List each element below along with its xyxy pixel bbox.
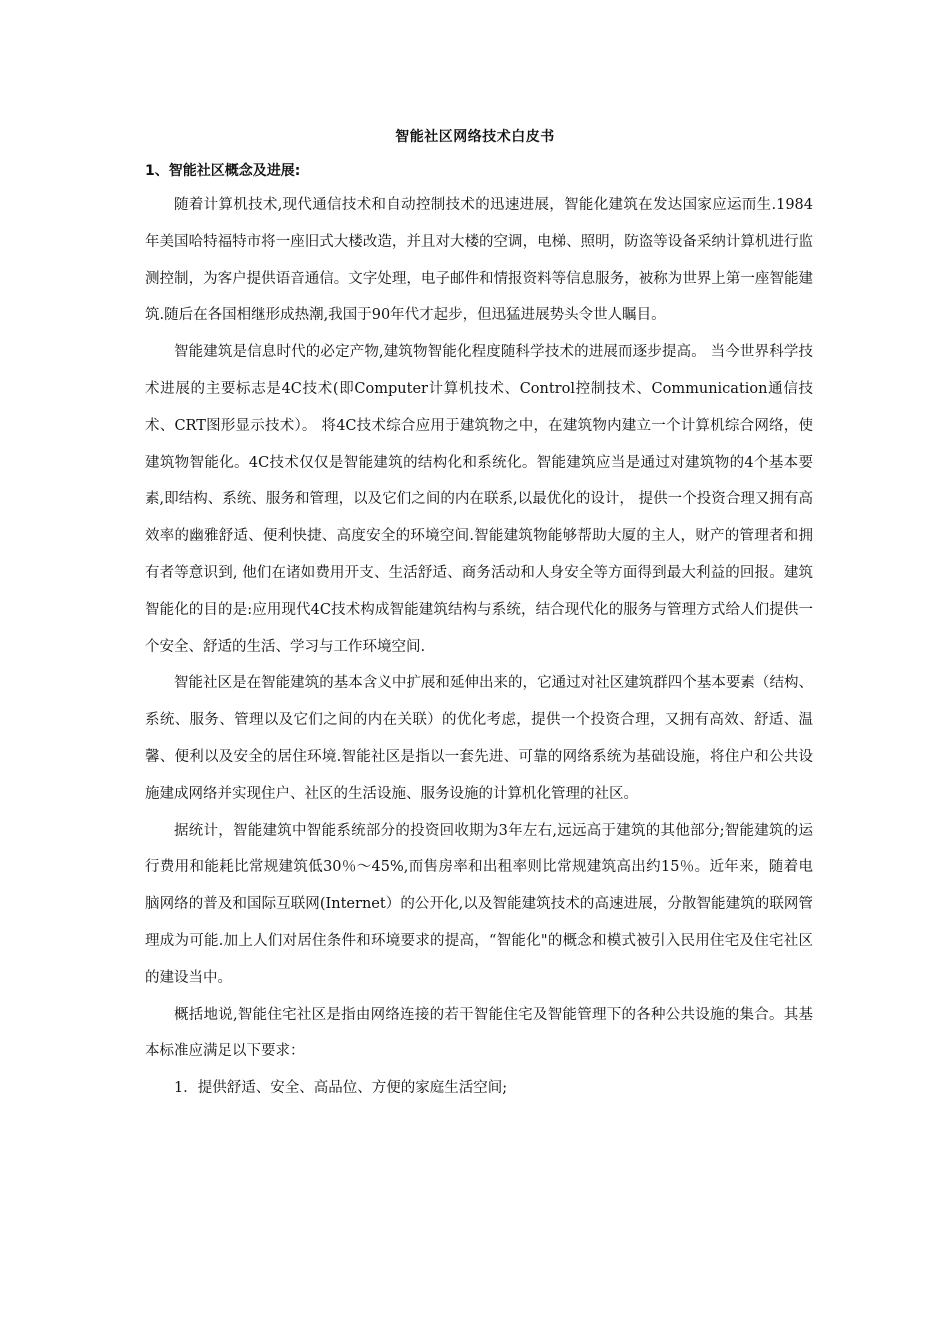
list-item: 1．提供舒适、安全、高品位、方便的家庭生活空间; [174,1080,508,1097]
section-heading: 1、智能社区概念及进展: [145,163,301,179]
document-body [145,187,813,1107]
document-title: 智能社区网络技术白皮书 [395,129,555,145]
paragraph: 据统计，智能建筑中智能系统部分的投资回收期为3年左右,远远高于建筑的其他部分;智能建筑的运行费用和能耗比常规建筑低30％～45%,而售房率和出租率则比常规建筑高出约15％。近年来，随着电脑网络的普及和国际互联网(Internet）的公开化,以及智能建筑技术的高速进展，分散智能建筑的联网管理成为可能.加上人们对居住条件和环境要求的提高，“智能化"的概念和模式被引入民用住宅及住宅社区的建设当中。 [145,822,813,986]
paragraph: 概括地说,智能住宅社区是指由网络连接的若干智能住宅及智能管理下的各种公共设施的集合。其基本标准应满足以下要求： [145,1006,813,1060]
paragraph: 智能社区是在智能建筑的基本含义中扩展和延伸出来的，它通过对社区建筑群四个基本要素（结构、系统、服务、管理以及它们之间的内在关联）的优化考虑，提供一个投资合理，又拥有高效、舒适、温馨、便利以及安全的居住环境.智能社区是指以一套先进、可靠的网络系统为基础设施，将住户和公共设施建成网络并实现住户、社区的生活设施、服务设施的计算机化管理的社区。 [145,675,813,802]
paragraph: 智能建筑是信息时代的必定产物,建筑物智能化程度随科学技术的进展而逐步提高。 当今世界科学技术进展的主要标志是4C技术(即Computer计算机技术、Control控制技术、Communication通信技术、CRT图形显示技术）。 将4C技术综合应用于建筑物之中，在建筑物内建立一个计算机综合网络，使建筑物智能化。4C技术仅仅是智能建筑的结构化和系统化。智能建筑应当是通过对建筑物的4个基本要素,即结构、系统、服务和管理，以及它们之间的内在联系,以最优化的设计， 提供一个投资合理又拥有高效率的幽雅舒适、便利快捷、高度安全的环境空间.智能建筑物能够帮助大厦的主人，财产的管理者和拥有者等意识到, 他们在诸如费用开支、生活舒适、商务活动和人身安全等方面得到最大利益的回报。建筑智能化的目的是:应用现代4C技术构成智能建筑结构与系统，结合现代化的服务与管理方式给人们提供一个安全、舒适的生活、学习与工作环境空间. [145,344,813,655]
paragraph: 随着计算机技术,现代通信技术和自动控制技术的迅速进展，智能化建筑在发达国家应运而生.1984年美国哈特福特市将一座旧式大楼改造，并且对大楼的空调，电梯、照明，防盗等设备采纳计算机进行监测控制，为客户提供语音通信。文字处理，电子邮件和情报资料等信息服务，被称为世界上第一座智能建筑.随后在各国相继形成热潮,我国于90年代才起步，但迅猛进展势头令世人瞩目。 [145,197,813,324]
